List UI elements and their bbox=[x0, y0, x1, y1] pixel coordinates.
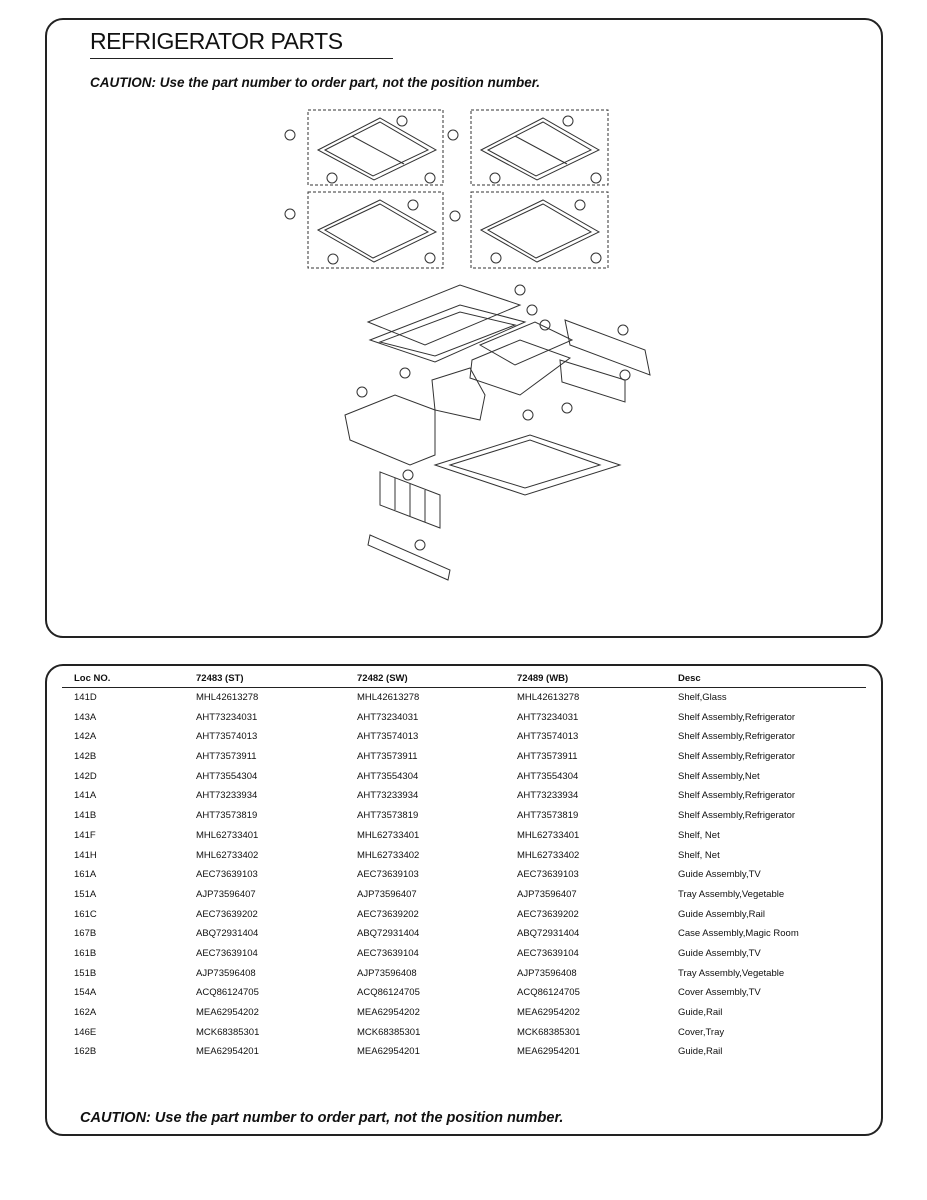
cell-part-wb: MEA62954201 bbox=[517, 1046, 580, 1058]
cell-part-st: MHL62733402 bbox=[196, 849, 259, 861]
cell-description: Tray Assembly,Vegetable bbox=[678, 888, 785, 900]
exploded-assembly bbox=[345, 285, 650, 580]
cell-part-st: MHL42613278 bbox=[196, 692, 259, 703]
cell-part-st: MCK68385301 bbox=[196, 1026, 260, 1038]
cell-part-wb: ACQ86124705 bbox=[517, 987, 580, 999]
cell-part-st: AHT73234031 bbox=[196, 711, 258, 723]
cell-part-wb: MHL62733401 bbox=[517, 829, 580, 841]
header-72482-sw: 72482 (SW) bbox=[357, 673, 408, 684]
table-row bbox=[62, 865, 866, 885]
cell-part-sw: AHT73573819 bbox=[357, 810, 419, 822]
cell-loc-no: 167B bbox=[74, 928, 97, 940]
cell-part-wb: MEA62954202 bbox=[517, 1007, 580, 1018]
cell-part-wb: ABQ72931404 bbox=[517, 928, 580, 940]
caution-note-top: CAUTION: Use the part number to order part, not the position number. bbox=[90, 75, 541, 90]
table-row bbox=[62, 826, 866, 846]
cell-part-wb: AHT73234031 bbox=[517, 711, 579, 723]
cell-part-st: AJP73596407 bbox=[196, 888, 256, 900]
table-row bbox=[62, 846, 866, 866]
cell-loc-no: 161A bbox=[74, 869, 97, 881]
cell-part-sw: MHL62733401 bbox=[357, 829, 420, 841]
cell-description: Shelf Assembly,Refrigerator bbox=[678, 790, 796, 802]
cell-loc-no: 161B bbox=[74, 947, 97, 959]
cell-part-sw: AHT73233934 bbox=[357, 790, 419, 802]
table-row bbox=[62, 1003, 866, 1023]
cell-description: Shelf Assembly,Refrigerator bbox=[678, 731, 796, 743]
cell-part-sw: AHT73573911 bbox=[357, 751, 418, 763]
cell-part-sw: MEA62954201 bbox=[357, 1046, 420, 1058]
cell-part-wb: MHL42613278 bbox=[517, 692, 580, 703]
cell-loc-no: 141H bbox=[74, 849, 97, 861]
cell-part-wb: AHT73573819 bbox=[517, 810, 579, 822]
cell-part-st: AHT73554304 bbox=[196, 770, 258, 782]
table-row bbox=[62, 786, 866, 806]
cell-part-st: AEC73639104 bbox=[196, 947, 258, 959]
cell-part-st: MHL62733401 bbox=[196, 829, 259, 841]
table-row bbox=[62, 806, 866, 826]
table-row bbox=[62, 885, 866, 905]
cell-part-sw: AEC73639103 bbox=[357, 869, 419, 881]
cell-part-st: MEA62954201 bbox=[196, 1046, 259, 1058]
cell-part-sw: ACQ86124705 bbox=[357, 987, 420, 999]
cell-part-st: ABQ72931404 bbox=[196, 928, 259, 940]
cell-part-st: AHT73573819 bbox=[196, 810, 258, 822]
cell-part-sw: AEC73639202 bbox=[357, 908, 419, 920]
cell-part-wb: AHT73554304 bbox=[517, 770, 579, 782]
cell-part-wb: MHL62733402 bbox=[517, 849, 580, 861]
cell-description: Tray Assembly,Vegetable bbox=[678, 967, 785, 979]
cell-description: Case Assembly,Magic Room bbox=[678, 928, 799, 940]
cell-loc-no: 162B bbox=[74, 1046, 97, 1058]
table-header bbox=[62, 670, 866, 688]
parts-table bbox=[62, 670, 866, 1062]
cell-loc-no: 161C bbox=[74, 908, 97, 920]
cell-loc-no: 151A bbox=[74, 888, 97, 900]
cell-part-sw: AHT73554304 bbox=[357, 770, 419, 782]
cell-part-st: AJP73596408 bbox=[196, 967, 256, 979]
table-row bbox=[62, 708, 866, 728]
cell-part-st: AHT73573911 bbox=[196, 751, 257, 763]
cell-description: Guide,Rail bbox=[678, 1046, 723, 1058]
cell-part-st: MEA62954202 bbox=[196, 1007, 259, 1018]
cell-part-st: AEC73639202 bbox=[196, 908, 258, 920]
header-desc: Desc bbox=[678, 673, 701, 684]
cell-description: Shelf,Glass bbox=[678, 692, 727, 703]
cell-part-wb: AJP73596407 bbox=[517, 888, 577, 900]
cell-description: Guide,Rail bbox=[678, 1007, 723, 1018]
table-row bbox=[62, 727, 866, 747]
cell-part-wb: AHT73233934 bbox=[517, 790, 579, 802]
cell-part-wb: AHT73573911 bbox=[517, 751, 578, 763]
cell-loc-no: 142D bbox=[74, 770, 97, 782]
cell-part-wb: AEC73639104 bbox=[517, 947, 579, 959]
cell-part-sw: AJP73596407 bbox=[357, 888, 417, 900]
cell-description: Shelf, Net bbox=[678, 849, 720, 861]
cell-part-sw: AHT73234031 bbox=[357, 711, 419, 723]
page-title: REFRIGERATOR PARTS bbox=[90, 28, 393, 59]
cell-loc-no: 141D bbox=[74, 692, 97, 703]
cell-loc-no: 141F bbox=[74, 829, 96, 841]
table-row bbox=[62, 905, 866, 925]
cell-loc-no: 143A bbox=[74, 711, 97, 723]
cell-part-st: AHT73574013 bbox=[196, 731, 258, 743]
header-loc-no: Loc NO. bbox=[74, 673, 111, 684]
cell-description: Shelf Assembly,Refrigerator bbox=[678, 810, 796, 822]
cell-description: Guide Assembly,Rail bbox=[678, 908, 765, 920]
table-row bbox=[62, 767, 866, 787]
table-row bbox=[62, 1042, 866, 1062]
cell-part-sw: MEA62954202 bbox=[357, 1007, 420, 1018]
header-72489-wb: 72489 (WB) bbox=[517, 673, 569, 684]
cell-description: Shelf, Net bbox=[678, 829, 720, 841]
table-row bbox=[62, 688, 866, 708]
table-row bbox=[62, 983, 866, 1003]
cell-description: Shelf Assembly,Net bbox=[678, 770, 760, 782]
cell-part-sw: AHT73574013 bbox=[357, 731, 419, 743]
cell-part-wb: AJP73596408 bbox=[517, 967, 577, 979]
cell-part-sw: AJP73596408 bbox=[357, 967, 417, 979]
cell-loc-no: 154A bbox=[74, 987, 97, 999]
cell-part-sw: MCK68385301 bbox=[357, 1026, 421, 1038]
cell-loc-no: 142B bbox=[74, 751, 97, 763]
cell-description: Shelf Assembly,Refrigerator bbox=[678, 711, 796, 723]
cell-part-sw: MHL62733402 bbox=[357, 849, 420, 861]
cell-loc-no: 151B bbox=[74, 967, 97, 979]
table-row bbox=[62, 747, 866, 767]
cell-part-wb: AHT73574013 bbox=[517, 731, 579, 743]
cell-loc-no: 141B bbox=[74, 810, 97, 822]
cell-part-st: ACQ86124705 bbox=[196, 987, 259, 999]
cell-loc-no: 162A bbox=[74, 1007, 97, 1018]
cell-part-st: AEC73639103 bbox=[196, 869, 258, 881]
cell-description: Shelf Assembly,Refrigerator bbox=[678, 751, 796, 763]
cell-description: Guide Assembly,TV bbox=[678, 869, 761, 881]
callout-circles bbox=[285, 116, 601, 264]
cell-loc-no: 146E bbox=[74, 1026, 97, 1038]
cell-description: Guide Assembly,TV bbox=[678, 947, 761, 959]
table-row bbox=[62, 924, 866, 944]
caution-note-bottom: CAUTION: Use the part number to order part, not the position number. bbox=[80, 1110, 564, 1126]
cell-part-sw: AEC73639104 bbox=[357, 947, 419, 959]
cell-part-sw: MHL42613278 bbox=[357, 692, 420, 703]
cell-part-sw: ABQ72931404 bbox=[357, 928, 420, 940]
cell-loc-no: 142A bbox=[74, 731, 97, 743]
cell-description: Cover Assembly,TV bbox=[678, 987, 761, 999]
shelf-drawings bbox=[318, 118, 599, 262]
cell-part-wb: AEC73639103 bbox=[517, 869, 579, 881]
table-row bbox=[62, 1023, 866, 1043]
cell-loc-no: 141A bbox=[74, 790, 97, 802]
cell-description: Cover,Tray bbox=[678, 1026, 725, 1038]
header-72483-st: 72483 (ST) bbox=[196, 673, 244, 684]
cell-part-st: AHT73233934 bbox=[196, 790, 258, 802]
cell-part-wb: MCK68385301 bbox=[517, 1026, 581, 1038]
table-row bbox=[62, 964, 866, 984]
cell-part-wb: AEC73639202 bbox=[517, 908, 579, 920]
table-row bbox=[62, 944, 866, 964]
